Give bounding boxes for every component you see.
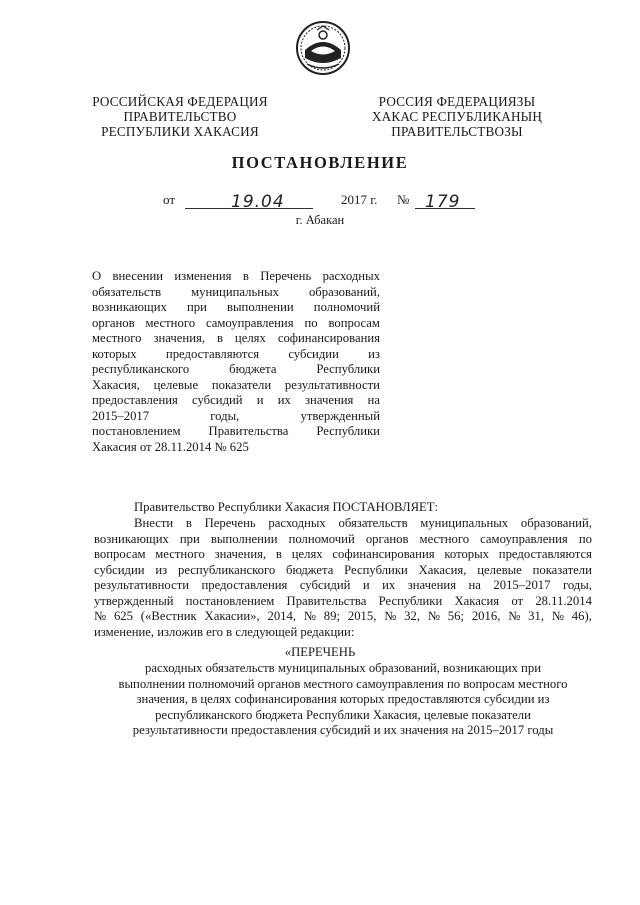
word: Перечень (260, 269, 312, 283)
word: местного (92, 331, 142, 345)
perechen-subtitle (94, 661, 592, 739)
word: целях (234, 331, 266, 345)
word: № (508, 609, 521, 623)
subject-line (92, 285, 380, 301)
word: 625 (113, 609, 133, 623)
word: вопросам (94, 547, 146, 561)
word: результативности (94, 578, 190, 592)
body-line (94, 609, 592, 625)
word: субсидии (94, 562, 145, 577)
word: Хакасия (454, 593, 500, 608)
word: 89; (323, 609, 341, 623)
body-line (94, 547, 592, 563)
word: Хакасия, (418, 562, 467, 577)
word: показатели (211, 377, 272, 392)
date-fill-line (185, 192, 313, 212)
word: Республики (378, 593, 443, 608)
word: полномочий (313, 300, 380, 314)
word: («Вестник (140, 609, 197, 623)
word: расходных (268, 516, 326, 530)
header-right-line-2: ХАКАС РЕСПУБЛИКАНЫҢ (371, 109, 543, 124)
coat-of-arms-emblem (295, 20, 351, 76)
word: 46), (571, 609, 592, 623)
perechen-title: «ПЕРЕЧЕНЬ (284, 645, 356, 659)
word: возникающих (94, 531, 169, 546)
word: результативности (284, 377, 380, 392)
subject-line (92, 300, 380, 316)
word: 31, (528, 609, 544, 623)
word: в (185, 516, 192, 530)
word: целевые (153, 377, 199, 392)
word: предоставления (201, 578, 288, 592)
subject-line (92, 440, 380, 456)
word: Республики (316, 362, 380, 376)
word: обязательств (92, 284, 162, 299)
word: органов (365, 531, 409, 546)
word: Хакасии», (204, 609, 260, 623)
word: Хакасия от 28.11.2014 № 625 (92, 439, 249, 454)
word: субсидий (192, 393, 243, 407)
word: самоуправления (480, 531, 568, 546)
word: № (384, 609, 397, 623)
word: 2015–2017 (92, 408, 150, 423)
word: 32, (404, 609, 421, 623)
word: субсидии (288, 346, 339, 361)
word: местного (155, 547, 205, 561)
word: при (186, 300, 207, 314)
word: изменение, изложив его в следующей редакции: (94, 624, 355, 639)
word: и (256, 393, 264, 407)
word: софинансирования (277, 331, 380, 345)
year-text: 2017 г. (341, 192, 378, 207)
word: Правительства (208, 424, 289, 438)
word: утвержденный (94, 593, 174, 608)
body-line (94, 563, 592, 579)
word: годы, (210, 408, 240, 423)
word: от (511, 593, 524, 608)
word: при (179, 531, 200, 546)
word: из (155, 562, 168, 577)
word: из (368, 346, 380, 361)
word: постановлением (185, 593, 275, 608)
body-line (94, 594, 592, 610)
date-prefix: от (163, 192, 176, 207)
word: органов (92, 315, 135, 330)
number-label: № (397, 192, 410, 207)
subject-line (92, 362, 380, 378)
perechen-line: республиканского бюджета Республики Хакасия, целевые показатели (155, 707, 531, 722)
word: республиканского (177, 562, 276, 577)
number-fill-line (415, 192, 475, 212)
word: вопросам (328, 315, 380, 330)
number-handwritten: 179 (425, 192, 461, 212)
city-line: г. Абакан (295, 213, 345, 227)
word: значения, (153, 331, 206, 345)
word: годы, (562, 578, 592, 592)
word: постановлением (92, 424, 181, 438)
word: которых (92, 346, 137, 361)
word: Республики (316, 424, 380, 438)
perechen-line: расходных обязательств муниципальных образований, возникающих при (145, 661, 541, 675)
word: Хакасия, (92, 377, 140, 392)
word: Внести (134, 516, 174, 530)
word: муниципальных (420, 516, 509, 530)
word: значения (407, 578, 457, 592)
word: на (367, 393, 380, 407)
perechen-line: значения, в целях софинансирования которых предоставляются субсидии из (136, 692, 550, 706)
header-left-line-3: РЕСПУБЛИКИ ХАКАСИЯ (101, 124, 259, 139)
word: Перечень (204, 516, 256, 530)
word: их (277, 393, 291, 407)
word: возникающих (92, 300, 167, 314)
word: № (303, 609, 316, 623)
word: образований, (520, 516, 592, 530)
word: Республики (344, 562, 408, 577)
header-right-line-1: РОССИЯ ФЕДЕРАЦИЯЗЫ (378, 94, 536, 109)
word: выполнении (227, 300, 294, 314)
word: утвержденный (300, 408, 380, 423)
word: их (382, 578, 396, 592)
word: расходных (322, 269, 380, 283)
word: софинансирования (332, 547, 435, 561)
word: образований, (308, 284, 380, 299)
word: самоуправления (205, 315, 294, 330)
word: муниципальных (191, 284, 279, 299)
word: бюджета (286, 562, 334, 577)
subject-line (92, 378, 380, 394)
subject-line (92, 316, 380, 332)
word: внесении (112, 269, 164, 283)
body-paragraph (94, 516, 592, 640)
date-handwritten: 19.04 (231, 192, 285, 212)
word: республиканского (92, 362, 190, 376)
perechen-line: выполнении полномочий органов местного самоуправления по вопросам местного (118, 676, 568, 691)
word: по (578, 531, 592, 546)
word: которых (444, 547, 490, 561)
word: и (362, 578, 370, 592)
header-left-line-2: ПРАВИТЕЛЬСТВО (123, 109, 237, 124)
subject-line (92, 393, 380, 409)
subject-block (92, 269, 380, 455)
word: в (242, 269, 249, 283)
subject-line (92, 269, 380, 285)
subject-line (92, 331, 380, 347)
word: значения, (214, 547, 267, 561)
word: по (304, 315, 318, 330)
word: субсидий (299, 578, 351, 592)
body-line (94, 625, 592, 641)
document-title: ПОСТАНОВЛЕНИЕ (231, 153, 409, 172)
subject-line (92, 347, 380, 363)
word: местного (419, 531, 470, 546)
word: выполнении (210, 531, 278, 546)
subject-line (92, 424, 380, 440)
perechen-line: результативности предоставления субсидий и их значения на 2015–2017 годы (132, 723, 554, 737)
word: обязательств (338, 516, 408, 530)
word: 2014, (267, 609, 297, 623)
body-line (94, 532, 592, 548)
word: полномочий (288, 531, 355, 546)
body-line (94, 578, 592, 594)
word: показатели (532, 562, 592, 577)
word: 2015–2017 (493, 578, 551, 592)
word: Правительства (286, 593, 367, 608)
word: № (551, 609, 564, 623)
word: изменения (174, 269, 232, 283)
word: № (94, 609, 107, 623)
word: 28.11.2014 (535, 593, 592, 608)
word: 2015, (347, 609, 377, 623)
word: № (427, 609, 440, 623)
word: 2016, (471, 609, 501, 623)
header-left-line-1: РОССИЙСКАЯ ФЕДЕРАЦИЯ (92, 94, 268, 109)
header-right-line-3: ПРАВИТЕЛЬСТВОЗЫ (391, 124, 523, 139)
word: целях (291, 547, 323, 561)
word: предоставляются (498, 547, 592, 561)
word: О (92, 269, 102, 283)
header-left-block (88, 94, 272, 139)
word: на (468, 578, 481, 592)
header-right-block (364, 94, 550, 139)
word: в (216, 331, 223, 345)
word: 56; (447, 609, 464, 623)
word: целевые (477, 562, 522, 577)
word: предоставления (92, 393, 178, 407)
decree-intro: Правительство Республики Хакасия ПОСТАНОВЛЯЕТ: (134, 500, 439, 514)
word: значения (305, 393, 354, 407)
word: в (275, 547, 282, 561)
word: предоставляются (165, 346, 260, 361)
word: местного (145, 315, 196, 330)
body-line (94, 516, 592, 532)
subject-line (92, 409, 380, 425)
word: бюджета (229, 362, 277, 376)
